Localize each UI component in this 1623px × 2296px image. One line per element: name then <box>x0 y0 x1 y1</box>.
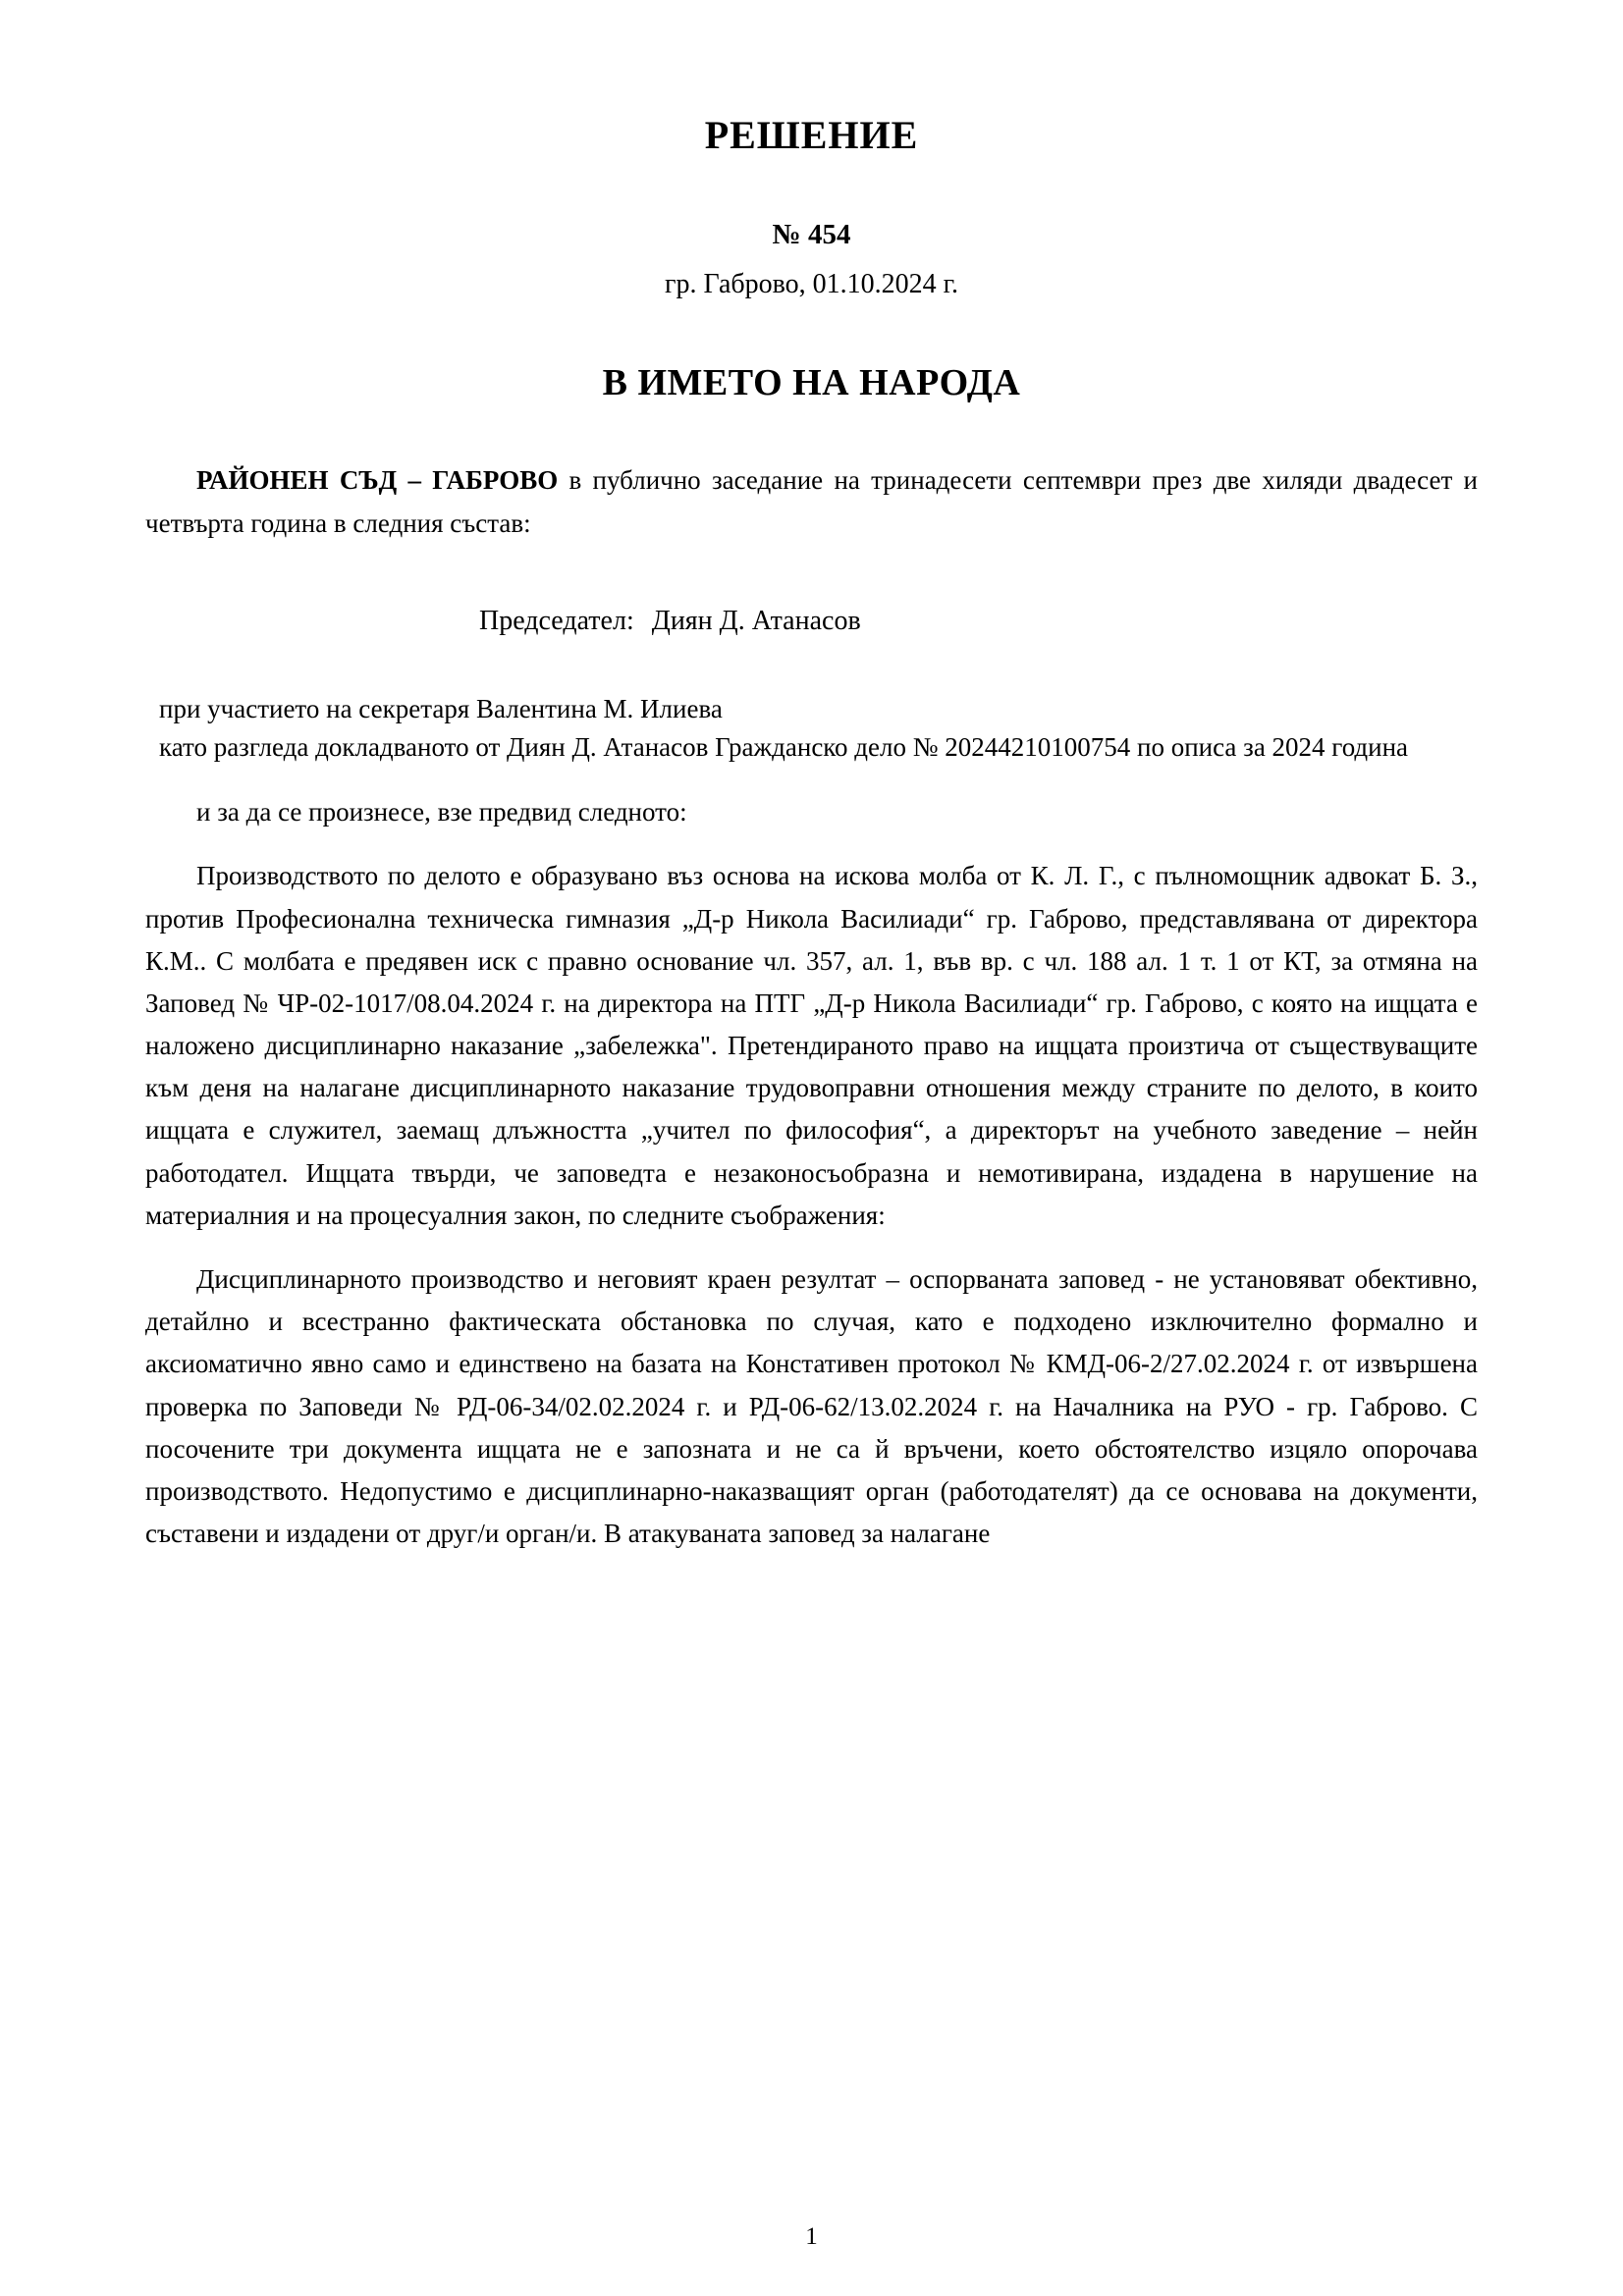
court-name: РАЙОНЕН СЪД – ГАБРОВО <box>196 465 559 495</box>
in-the-name-of-the-people: В ИМЕТО НА НАРОДА <box>602 362 1021 403</box>
body-paragraph-1: Производството по делото е образувано въз основа на искова молба от К. Л. Г., с пълномощник адвокат Б. З., против Професионална техническа гимназия „Д-р Никола Василиади“ гр. Габрово, представлявана от директора К.М.. С молбата е предявен иск с правно основание чл. 357, ал. 1, във вр. с чл. 188 ал. 1 т. 1 от КТ, за отмяна на Заповед № ЧР-02-1017/08.04.2024 г. на директора на ПТГ „Д-р Никола Василиади“ гр. Габрово, с която на ищцата е наложено дисциплинарно наказание „забележка". Претендираното право на ищцата произтича от съществуващите към деня на налагане дисциплинарното наказание трудовоправни отношения между страните по делото, в които ищцата е служител, заемащ длъжността „учител по философия“, а директорът на учебното заведение – нейн работодател. Ищцата твърди, че заповедта е незаконосъобразна и немотивирана, издадена в нарушение на материалния и на процесуалния закон, по следните съображения: <box>145 861 1478 1230</box>
intro-rest: в публично заседание на тринадесети септември през две хиляди двадесет и четвърта година в следния състав: <box>145 465 1478 538</box>
chairperson-line <box>145 606 1478 637</box>
chairperson-name: Диян Д. Атанасов <box>651 606 861 637</box>
pronounce-line: и за да се произнесе, взе предвид следното: <box>196 797 687 828</box>
page-number: 1 <box>805 2223 818 2250</box>
place-and-date: гр. Габрово, 01.10.2024 г. <box>664 269 958 299</box>
case-line: като разгледа докладваното от Диян Д. Атанасов Гражданско дело № 20244210100754 по описа за 2024 година <box>159 731 1409 762</box>
secretary-line: при участието на секретаря Валентина М. Илиева <box>159 694 723 724</box>
decision-number: № 454 <box>772 219 851 250</box>
body-paragraph-2: Дисциплинарното производство и неговият краен резултат – оспорваната заповед - не установяват обективно, детайлно и всестранно фактическата обстановка по случая, като е подходено изключително формално и аксиоматично явно само и единствено на базата на Констативен протокол № КМД-06-2/27.02.2024 г. от извършена проверка по Заповеди № РД-06-34/02.02.2024 г. и РД-06-62/13.02.2024 г. на Началника на РУО - гр. Габрово. С посочените три документа ищцата не е запозната и не са й връчени, което обстоятелство изцяло опорочава производството. Недопустимо е дисциплинарно-наказващият орган (работодателят) да се основава на документи, съставени и издадени от друг/и орган/и. В атакуваната заповед за налагане <box>145 1264 1478 1549</box>
chairperson-label: Председател: <box>479 606 634 637</box>
page-title: РЕШЕНИЕ <box>704 113 919 157</box>
secretary-and-case-block <box>145 690 1478 766</box>
intro-paragraph <box>145 459 1478 545</box>
